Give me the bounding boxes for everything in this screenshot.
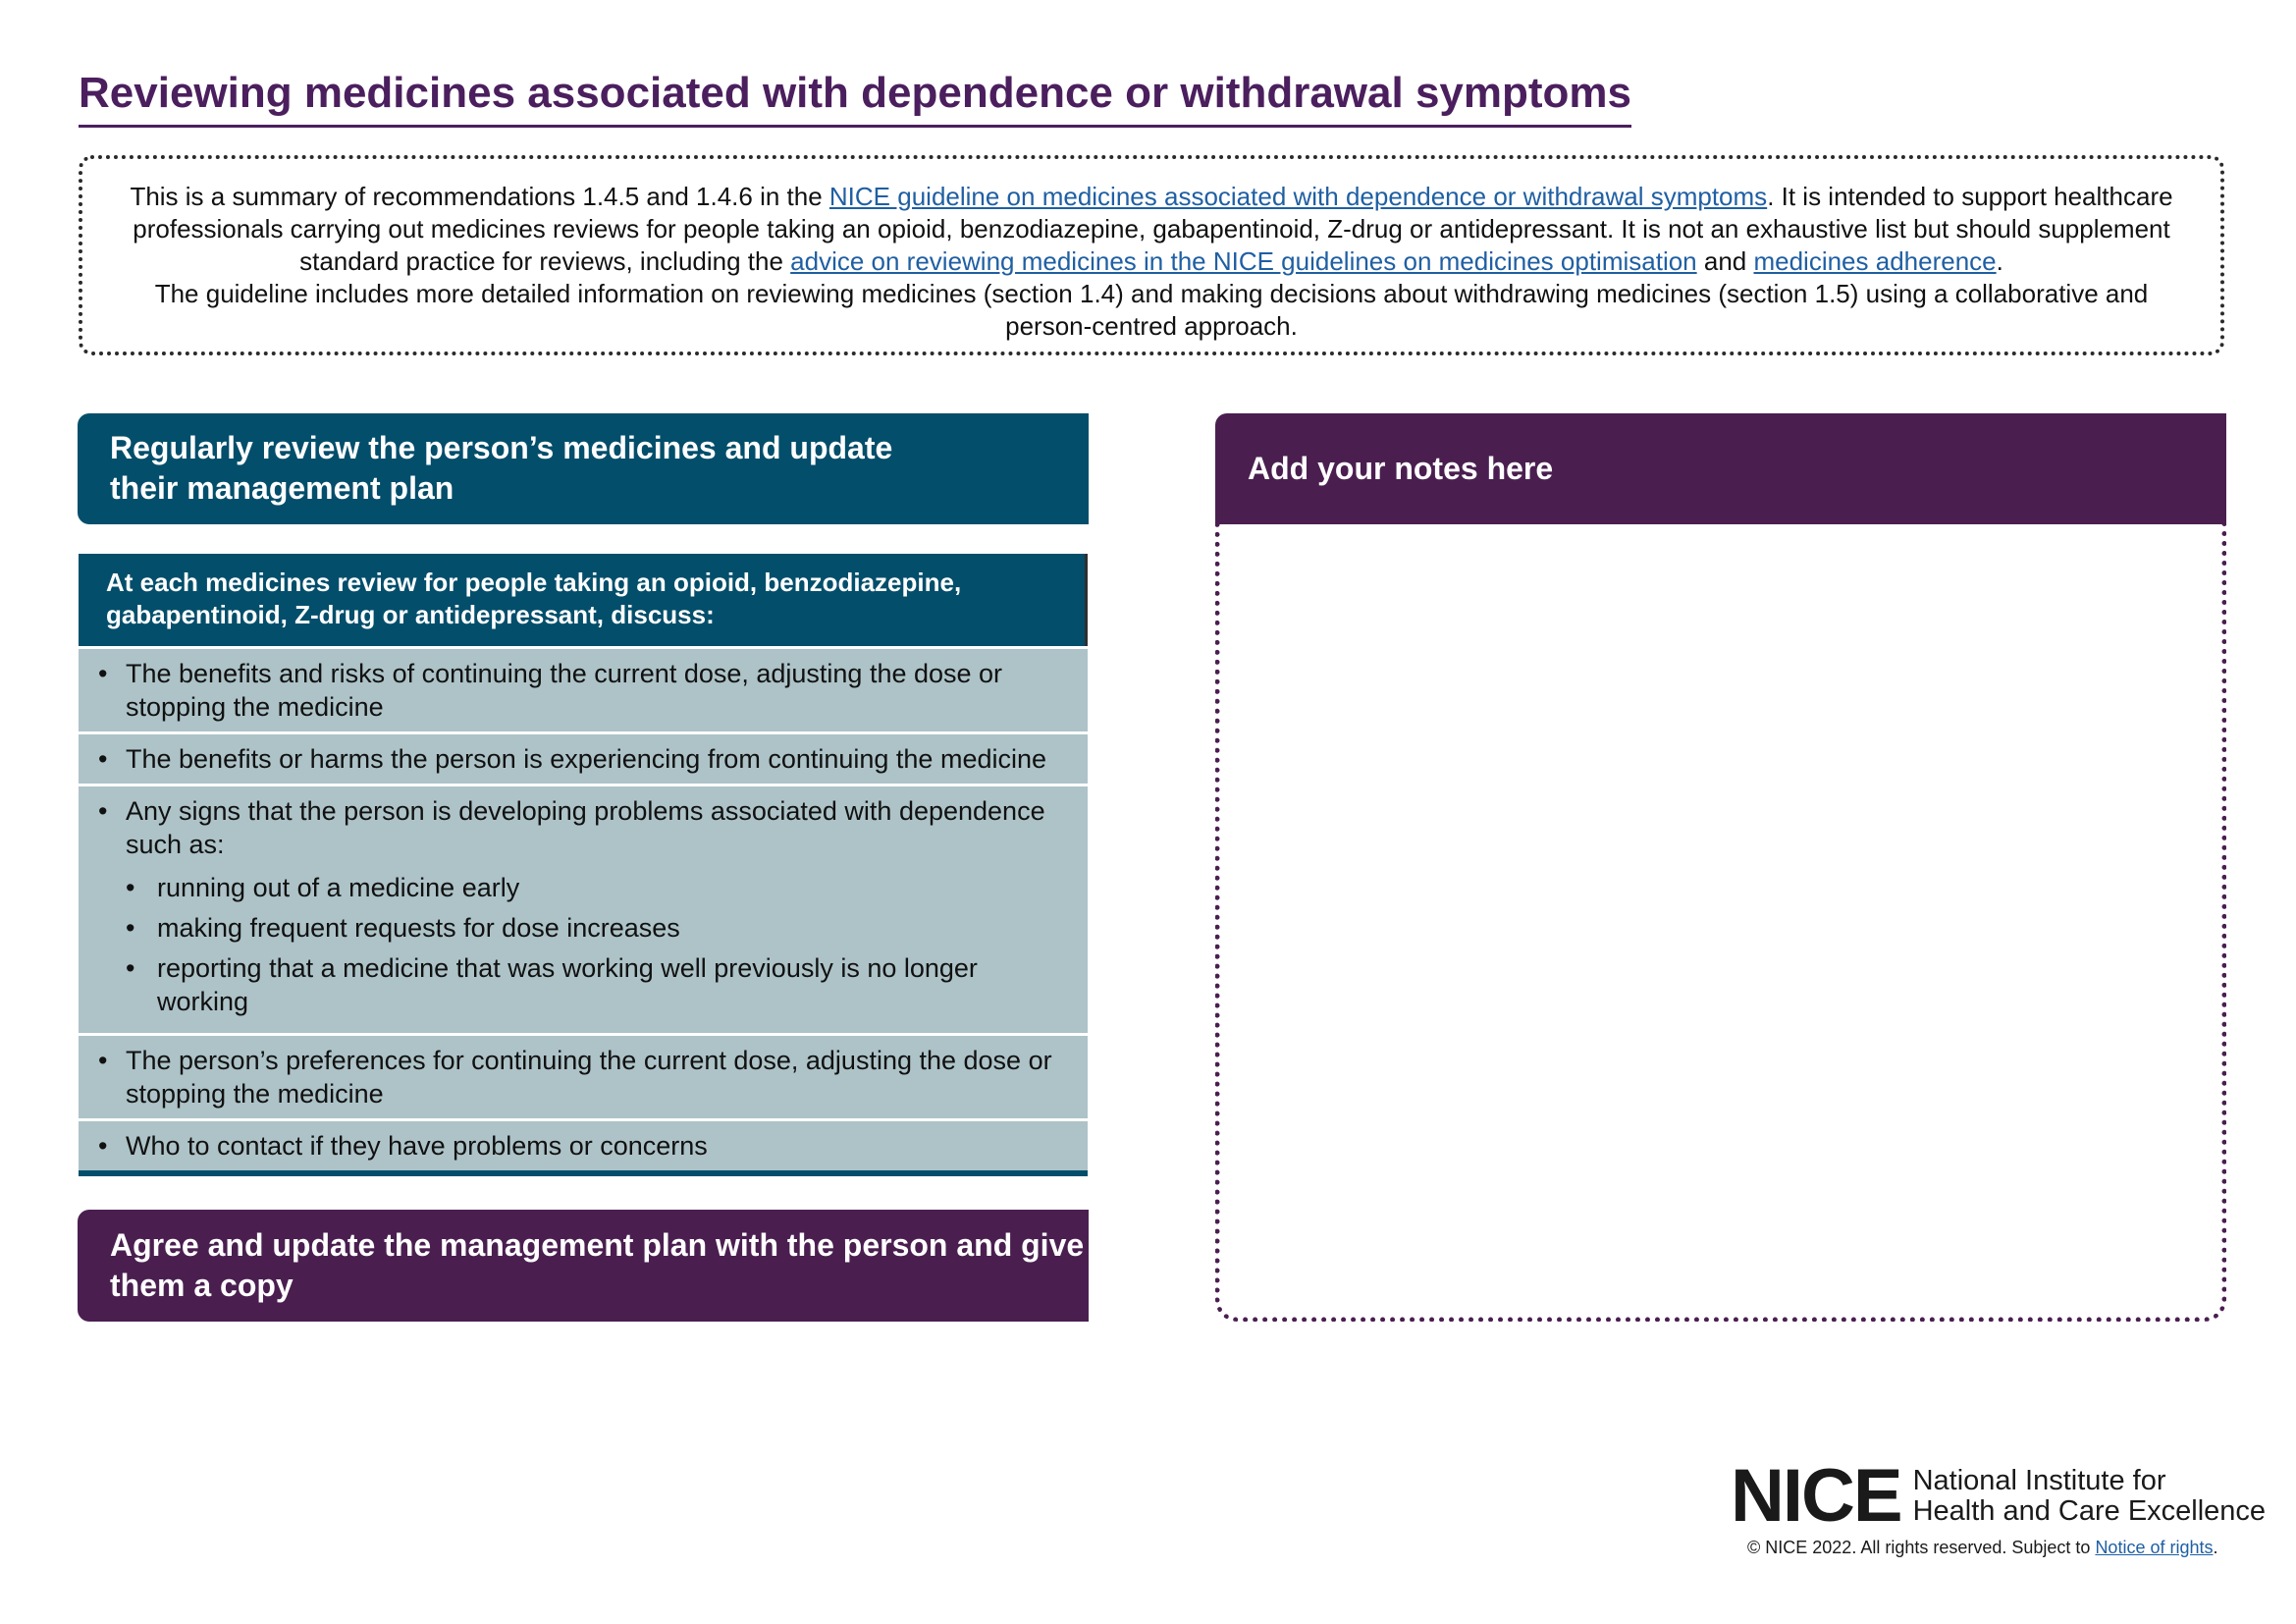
list-item: • making frequent requests for dose increases (126, 913, 680, 943)
medicines-optimisation-link[interactable]: advice on reviewing medicines in the NICE guidelines on medicines optimisation (790, 246, 1697, 276)
intro-paragraph-2: The guideline includes more detailed information on reviewing medicines (section 1.4) and making decisions about withdrawing medicines (section 1.5) using a collaborative and person-centred approach. (154, 279, 2149, 341)
list-item: • running out of a medicine early (126, 873, 520, 902)
bullet: • (126, 913, 135, 943)
review-table-bottom-rule (79, 1170, 1088, 1176)
bullet: • (98, 1046, 108, 1075)
review-item-preferences: • The person’s preferences for continuing the current dose, adjusting the dose or stopping the medicine (79, 1033, 1088, 1118)
bullet: • (98, 796, 108, 826)
notes-header: Add your notes here (1215, 413, 2226, 524)
list-item: • reporting that a medicine that was working well previously is no longer working (126, 953, 978, 1016)
notes-area[interactable] (1215, 520, 2226, 1322)
bullet: • (98, 659, 108, 688)
review-item-dependence-signs: • Any signs that the person is developing problems associated with dependence such as: • running out of a medicine early • making frequent requests for dose increases • reporting that a medicine that was working well previously is no longer working (79, 784, 1088, 1033)
intro-box (79, 155, 2224, 355)
logo-wordmark: NICE (1731, 1454, 1901, 1538)
review-item-benefits-harms: • The benefits or harms the person is experiencing from continuing the medicine (79, 731, 1088, 784)
intro-paragraph: This is a summary of recommendations 1.4.5 and 1.4.6 in the NICE guideline on medicines associated with dependence or withdrawal symptoms. It is intended to support healthcare professionals carrying out medicines reviews for people taking an opioid, benzodiazepine, gabapentinoid, Z-drug or antidepressant. It is not an exhaustive list but should supplement standard practice for reviews, including the advice on reviewing medicines in the NICE guidelines on medicines optimisation and medicines adherence. (130, 182, 2173, 276)
copyright-notice: © NICE 2022. All rights reserved. Subject to Notice of rights. (1747, 1538, 2218, 1557)
dependence-signs-list (126, 871, 1068, 1018)
page-title: Reviewing medicines associated with dependence or withdrawal symptoms (79, 69, 1631, 128)
review-discussion-table (79, 554, 1088, 1176)
review-item-contact: • Who to contact if they have problems or concerns (79, 1118, 1088, 1170)
bullet: • (126, 873, 135, 902)
review-item-benefits-risks: • The benefits and risks of continuing the current dose, adjusting the dose or stopping the medicine (79, 646, 1088, 731)
review-table-header: At each medicines review for people taking an opioid, benzodiazepine, gabapentinoid, Z-drug or antidepressant, discuss: (79, 554, 1088, 646)
step-review-header: Regularly review the person’s medicines and update their management plan (78, 413, 1089, 524)
notice-of-rights-link[interactable]: Notice of rights (2095, 1538, 2214, 1557)
step-agree-plan-header: Agree and update the management plan with the person and give them a copy (78, 1210, 1089, 1322)
nice-logo (1731, 1454, 2267, 1538)
guideline-link[interactable]: NICE guideline on medicines associated with dependence or withdrawal symptoms (828, 182, 1768, 211)
bullet: • (98, 1131, 108, 1161)
medicines-adherence-link[interactable]: medicines adherence (1753, 246, 1997, 276)
logo-subtitle: National Institute for Health and Care Excellence (1912, 1465, 2267, 1527)
bullet: • (126, 953, 135, 983)
bullet: • (98, 744, 108, 774)
